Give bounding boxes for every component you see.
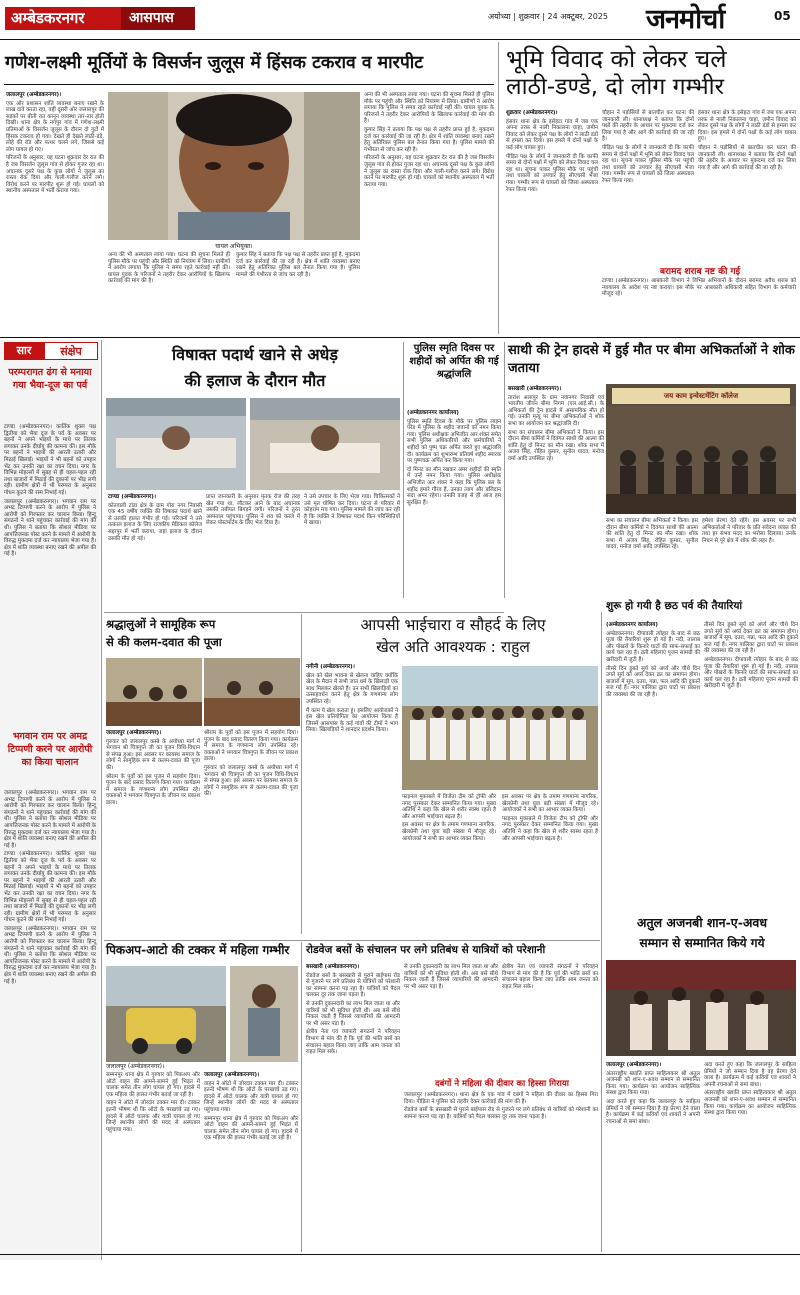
pickup-col2b: सम्मनपुर थाना क्षेत्र में गुरुवार को पिकअप और ऑटो वाहन की आमने-सामने हुई भिड़ंत में चालक समेत तीन लोग घायल हो गए। हादसे में एक महिला की हालत गंभीर बताई जा रही है। bbox=[204, 1115, 298, 1142]
train-photo bbox=[606, 384, 796, 514]
date-line: अयोध्या | शुक्रवार | 24 अक्टूबर, 2025 bbox=[488, 12, 608, 21]
unity-headline-1: आपसी भाईचारा व सौहर्द के लिए bbox=[360, 616, 546, 634]
train-col1: तारांश अलापुर के ग्राम नवानगर निवासी एवं भारतीय जीवन बीमा निगम (एल.आई.सी.) के अभिकर्ता की ट्रेन हादसे में असामयिक मौत हो गई। उनकी मृत्यु पर बीमा अभिकर्ताओं ने शोक सभा का आयोजन कर श्रद्धांजलि दी। bbox=[508, 394, 604, 427]
train-story bbox=[506, 342, 798, 610]
lead-col4b: कुमार सिंह ने बताया कि पक्ष पक्ष से तहरीर प्राप्त हुई है, मुकदमा दर्ज कर कार्रवाई की जा रही है। क्षेत्र में शांति व्यवस्था बनाए रखने हेतु अतिरिक्त पुलिस बल तैनात किया गया है। पुलिस मामले की गंभीरता से जांच कर रही है। bbox=[364, 126, 494, 153]
chhath-col2: तीसरे दिन डूबते सूर्य को अर्घ्य और चौथे दिन उगते सूर्य को अर्घ्य देकर व्रत का समापन होगा। बाजारों में सूप, दउरा, गन्ना, फल आदि की दुकानें सज गई हैं। नगर पालिका द्वारा घाटों पर प्रकाश की व्यवस्था की जा रही है। bbox=[704, 622, 798, 655]
unity-col3: फाइनल मुकाबले में विजेता टीम को ट्रॉफी और नगद पुरस्कार देकर सम्मानित किया गया। मुख्य अतिथि ने कहा कि खेल से शरीर स्वस्थ रहता है और आपसी भाईचारा बढ़ता है। bbox=[402, 794, 496, 820]
lead-dateline: जलालपुर (अम्बेडकरनगर)। bbox=[6, 92, 62, 98]
unity-photo bbox=[402, 666, 598, 790]
sidebar-item2-head: भगवान राम पर अमद्र टिप्पणी करने पर आरोपी का किया चालान bbox=[7, 731, 93, 768]
poison-story bbox=[104, 342, 402, 610]
honor-headline-2: सम्मान से सम्मानित किये गये bbox=[639, 936, 765, 950]
poison-photo-2 bbox=[250, 398, 400, 490]
land-dateline: शुक्रवार (अम्बेडकरनगर)। bbox=[506, 110, 558, 116]
honor-col1b: अदा करते हुए कहा कि जलालपुर के साहित्य प्रेमियों ने जो सम्मान दिया है वह प्रेरणा देने वाला है। कार्यक्रम में कई कवियों एवं शायरों ने अपनी रचनाओं से समां बांधा। bbox=[606, 1098, 700, 1125]
section-tag-left: अम्बेडकरनगर bbox=[5, 7, 121, 30]
poison-col1: कोतवाली टांडा क्षेत्र के ग्राम गोरा नगर निवासी एक 45 वर्षीय व्यक्ति की विषाक्त पदार्थ खाने से उसकी हालत गंभीर हो गई। परिजनों ने उसे तत्काल इलाज के लिए राजकीय मेडिकल कॉलेज सद्दरपुर में भर्ती कराया, जहां इलाज के दौरान उसकी मौत हो गई। bbox=[108, 502, 202, 542]
chhath-headline: शुरू हो गयी है छठ पर्व की तैयारियां bbox=[606, 600, 743, 612]
pickup-photo-2 bbox=[230, 966, 298, 1062]
sidebar-item2-body3: जलालपुर (अम्बेडकरनगर)। भगवान राम पर अभद्र टिप्पणी करने के आरोप में पुलिस ने आरोपी को गिरफ्तार कर चालान किया। हिन्दू संगठनों ने थाने पहुंचकर कार्रवाई की मांग की थी। पुलिस ने बताया कि सोशल मीडिया पर आपत्तिजनक पोस्ट करने के मामले में आरोपी के विरुद्ध मुकदमा दर्ज कर न्यायालय भेजा गया है। क्षेत्र में शांति व्यवस्था बनाए रखने की अपील की गई है। bbox=[4, 925, 96, 985]
pickup-photo-caption: जलालपुर (अम्बेडकरनगर)। bbox=[106, 1063, 165, 1070]
land-headline-2: लाठी-डण्डे, दो लोग गम्भीर bbox=[506, 74, 725, 100]
land-col2: पीड़ित पक्ष के लोगों ने जानकारी दी कि काफी समय से दोनों पक्षों में भूमि को लेकर विवाद चल रहा था। सूचना पाकर पुलिस मौके पर पहुंची तथा घायलों को उपचार हेतु सीएचसी भेजा गया। गम्भीर रूप से घायलों को जिला अस्पताल रेफर किया गया। bbox=[506, 153, 598, 193]
roadways-subtext-b: रोडवेज बसों के बसखारी से पुराने बाईपास रोड से गुजरने पर लगे प्रतिबंध से यात्रियों को परेशानी का सामना करना पड़ रहा है। यात्रियों को पैदल चलकर दूर तक जाना पड़ता है। bbox=[404, 1107, 598, 1120]
poison-dateline: टाण्डा (अम्बेडकरनगर)। bbox=[108, 494, 156, 500]
unity-col1: खेल को खेल भावना से खेलना चाहिए क्योंकि खेल के मैदान में सभी जात धर्म के खिलाड़ी एक साथ मिलकर खेलते हैं। उन सभी खिलाड़ियों का उत्साहवर्धन करने हेतु क्षेत्र के गणमान्य लोग उपस्थित रहे। bbox=[306, 672, 398, 705]
footer-strip bbox=[0, 1260, 800, 1295]
unity-col4b: फाइनल मुकाबले में विजेता टीम को ट्रॉफी और नगद पुरस्कार देकर सम्मानित किया गया। मुख्य अतिथि ने कहा कि खेल से शरीर स्वस्थ रहता है और आपसी भाईचारा बढ़ता है। bbox=[502, 815, 598, 842]
land-subtext: टाण्डा (अम्बेडकरनगर)। आबकारी विभाग ने विभिन्न अभियानों के दौरान बरामद अवैध शराब को न्यायालय के आदेश पर नष्ट कराया। इस मौके पर आबकारी अधिकारी सहित विभाग के कर्मचारी मौजूद रहे। bbox=[602, 278, 796, 298]
land-col1: हंसवर थाना क्षेत्र के इसेहटा गांव में जब एक अपना तरफ़ से नाली निकालना चाहा, ज़मीन विवाद को लेकर दूसरे पक्ष के लोगों ने लाठी डंडों से हमला कर दिया। इस हमले में दोनों पक्षों के कई लोग घायल हुए। bbox=[506, 118, 598, 151]
roadways-col3: क्षेत्रीय नेता एवं व्यापारी संगठनों ने परिवहन विभाग से मांग की है कि पूर्व की भांति बसों का संचालन बहाल किया जाए ताकि आम जनता को राहत मिल सके। bbox=[502, 964, 598, 990]
lead-col3b: कुमार सिंह ने बताया कि पक्ष पक्ष से तहरीर प्राप्त हुई है, मुकदमा दर्ज कर कार्रवाई की जा रही है। क्षेत्र में शांति व्यवस्था बनाए रखने हेतु अतिरिक्त पुलिस बल तैनात किया गया है। पुलिस मामले की गंभीरता से जांच कर रही है। bbox=[236, 252, 360, 278]
honor-story bbox=[604, 912, 798, 1252]
pickup-story bbox=[104, 942, 300, 1252]
lead-col4c: परिजनों के अनुसार, यह घटना शुक्रवार देर रात की है जब विसर्जन जुलूस गांव से होकर गुजर रहा था। अचानक दूसरे पक्ष के कुछ लोगों ने जुलूस का रास्ता रोक दिया और गाली-गलौज करने लगे। विरोध करने पर मारपीट शुरू हो गई। घायलों को स्थानीय अस्पताल में भर्ती कराया गया। bbox=[364, 155, 494, 188]
injured-man-photo bbox=[108, 92, 360, 240]
chhath-col1b: तीसरे दिन डूबते सूर्य को अर्घ्य और चौथे दिन उगते सूर्य को अर्घ्य देकर व्रत का समापन होगा। बाजारों में सूप, दउरा, गन्ना, फल आदि की दुकानें सज गई हैं। नगर पालिका द्वारा घाटों पर प्रकाश की व्यवस्था की जा रही है। bbox=[606, 665, 700, 698]
lead-col2: परिजनों के अनुसार, यह घटना शुक्रवार देर रात की है जब विसर्जन जुलूस गांव से होकर गुजर रहा था। अचानक दूसरे पक्ष के कुछ लोगों ने जुलूस का रास्ता रोक दिया और गाली-गलौज करने लगे। विरोध करने पर मारपीट शुरू हो गई। घायलों को स्थानीय अस्पताल में भर्ती कराया गया। bbox=[6, 155, 104, 195]
honor-col2b: अंतरराष्ट्रीय ख्याति प्राप्त साहित्यकार श्री अतुल अजनबी को शान-ए-अवध सम्मान से सम्मानित किया गया। कार्यक्रम का आयोजन साहित्यिक संस्था द्वारा किया गया। bbox=[704, 1090, 796, 1117]
police-headline: पुलिस स्मृति दिवस पर शहीदों को अर्पित की गई श्रद्धांजलि bbox=[409, 343, 499, 380]
sidebar-tag-right: संक्षेप bbox=[44, 342, 98, 360]
honor-photo bbox=[606, 960, 796, 1056]
pickup-col2: वाहन ने ऑटो में जोरदार टक्कर मार दी। टक्कर इतनी भीषण थी कि ऑटो के परखच्चे उड़ गए। हादसे में ऑटो चालक और यात्री घायल हो गए जिन्हें स्थानीय लोगों की मदद से अस्पताल पहुंचाया गया। bbox=[204, 1080, 298, 1113]
pickup-dateline: जलालपुर (अम्बेडकरनगर)। bbox=[204, 1072, 260, 1078]
pickup-photo-1 bbox=[106, 966, 226, 1062]
faith-dateline: जलालपुर (अम्बेडकरनगर)। bbox=[106, 730, 162, 736]
chhath-story bbox=[604, 598, 798, 848]
unity-col4: इस अवसर पर क्षेत्र के तमाम गणमान्य नागरिक, खेलप्रेमी तथा युवा बड़ी संख्या में मौजूद रहे। आयोजकों ने सभी का आभार व्यक्त किया। bbox=[502, 794, 598, 814]
poison-col2: प्राप्त जानकारी के अनुसार मृतक रोज की तरह खेत गया था, लौटकर आने के बाद अचानक उसकी तबीयत बिगड़ने लगी। परिजनों ने तुरंत अस्पताल पहुंचाया। पुलिस ने शव को कब्जे में लेकर पोस्टमार्टम के लिए भेज दिया है। bbox=[206, 494, 300, 527]
lead-col1: एक ओर प्रशासन शांति व्यवस्था बनाए रखने के लाख दावे करता रहा, वहीं दूसरी ओर जलालपुर की सड़कों पर बीती रात कानून व्यवस्था तार-तार होती दिखी। थाना क्षेत्र के नगपुर गांव में गणेश-लक्ष्मी प्रतिमाओं के विसर्जन जुलूस के दौरान दो गुटों में हिंसक टकराव हो गया। देखते ही देखते लाठी-डंडे, लोहे की रॉड और पत्थर चलने लगे, जिससे कई लोग घायल हो गए। bbox=[6, 100, 105, 153]
brand-logo: जनमोर्चा bbox=[646, 4, 725, 35]
land-col4: हंसवर थाना क्षेत्र के इसेहटा गांव में जब एक अपना तरफ़ से नाली निकालना चाहा, ज़मीन विवाद को लेकर दूसरे पक्ष के लोगों ने लाठी डंडों से हमला कर दिया। इस हमले में दोनों पक्षों के कई लोग घायल हुए। bbox=[698, 110, 796, 143]
unity-col3b: इस अवसर पर क्षेत्र के तमाम गणमान्य नागरिक, खेलप्रेमी तथा युवा बड़ी संख्या में मौजूद रहे। आयोजकों ने सभी का आभार व्यक्त किया। bbox=[402, 822, 496, 842]
faith-headline-2: से की कलम-दवात की पूजा bbox=[106, 635, 222, 649]
poison-col3: ने उसे उपचार के लिए भेजा गया। चिकित्सकों ने उसे मृत घोषित कर दिया। घटना से परिवार में कोहराम मच गया। पुलिस मामले की जांच कर रही है कि व्यक्ति ने विषाक्त पदार्थ किन परिस्थितियों में खाया। bbox=[304, 494, 400, 527]
train-photo-banner: जय काम इन्वेस्टमेंटिंग कॉलेज bbox=[612, 388, 790, 404]
sidebar-item1-head: परम्परागत ढंग से मनाया गया भैया-दूज का पर्व bbox=[8, 367, 92, 391]
sidebar-item1-body2: जलालपुर (अम्बेडकरनगर)। भगवान राम पर अभद्र टिप्पणी करने के आरोप में पुलिस ने आरोपी को गिरफ्तार कर चालान किया। हिन्दू संगठनों ने थाने पहुंचकर कार्रवाई की मांग की थी। पुलिस ने बताया कि सोशल मीडिया पर आपत्तिजनक पोस्ट करने के मामले में आरोपी के विरुद्ध मुकदमा दर्ज कर न्यायालय भेजा गया है। क्षेत्र में शांति व्यवस्था बनाए रखने की अपील की गई है। bbox=[4, 498, 96, 558]
pickup-col1b: वाहन ने ऑटो में जोरदार टक्कर मार दी। टक्कर इतनी भीषण थी कि ऑटो के परखच्चे उड़ गए। हादसे में ऑटो चालक और यात्री घायल हो गए जिन्हें स्थानीय लोगों की मदद से अस्पताल पहुंचाया गया। bbox=[106, 1100, 200, 1133]
roadways-story bbox=[304, 942, 600, 1252]
train-col2: सभा का संचालन बीमा अभिकर्ता ने किया। इस दौरान बीमा कर्मियों ने दिवंगत साथी की आत्मा की शांति हेतु दो मिनट का मौन रखा। शोक सभा में अजय सिंह, रोहित कुमार, सुनील यादव, मनोज वर्मा आदि उपस्थित रहे। bbox=[606, 518, 698, 551]
unity-col2: मैं काम ये खेल कराता हूं। इसलिए आयोजकों ने इस खेल प्रतियोगिता का आयोजन किया है जिसमें आसपास के कई गांवों की टीमों ने भाग लिया। खिलाड़ियों ने शानदार प्रदर्शन किया। bbox=[306, 707, 398, 734]
lead-headline: गणेश-लक्ष्मी मूर्तियों के विसर्जन जुलूस में हिंसक टकराव व मारपीट bbox=[5, 53, 424, 73]
masthead bbox=[0, 0, 800, 40]
page-number: 05 bbox=[774, 9, 791, 23]
roadways-headline: रोडवेज बसों के संचालन पर लगे प्रतिबंध से यात्रियों को परेशानी bbox=[306, 944, 546, 956]
faith-col2b: गुरुवार को जलालपुर कस्बे के अयोध्या मार्ग में भगवान श्री चित्रगुप्त जी का पूजन विधि-विधान से संपन्न हुआ। इस अवसर पर कायस्थ समाज के लोगों ने सामूहिक रूप से कलम-दवात की पूजा की। bbox=[204, 764, 298, 798]
sidebar-item2-body2: टाण्डा (अम्बेडकरनगर)। कार्तिक शुक्ल पक्ष द्वितीया को भैया दूज के पर्व के अवसर पर बहनों ने अपने भाइयों के माथे पर तिलक लगाकर उनके दीर्घायु की कामना की। इस मौके पर बहनों ने भाइयों की आरती उतारी और मिठाई खिलाई। भाइयों ने भी बहनों को उपहार भेंट कर उनकी रक्षा का वचन दिया। नगर के विभिन्न मोहल्लों में सुबह से ही चहल-पहल रही तथा बाजारों में मिठाई की दुकानों पर भीड़ लगी रही। ग्रामीण क्षेत्रों में भी परम्परा के अनुसार गोधन कूटने की रस्म निभाई गई। bbox=[4, 851, 96, 924]
poison-headline-1: विषाक्त पदार्थ खाने से अधेड़ bbox=[172, 345, 338, 364]
unity-headline-2: खेल अति आवश्यक : राहुल bbox=[376, 638, 530, 656]
police-body2: दो मिनट का मौन रखकर अमर शहीदों की स्मृति में उन्हें नमन किया गया। पुलिस अधीक्षक अभिजीत आर शंकर ने कहा कि पुलिस बल के शहीद हमारे गौरव हैं, उनका त्याग और बलिदान सदा अमर रहेगा। उनकी वजह से ही आज हम सुरक्षित हैं। bbox=[407, 466, 501, 506]
land-story bbox=[502, 42, 798, 336]
land-col4b: चौहान ने पड़ोसियों से बातचीत कर घटना की जानकारी ली। थानाध्यक्ष ने बताया कि दोनों पक्षों की तहरीर के आधार पर मुकदमा दर्ज कर लिया गया है और आगे की कार्रवाई की जा रही है। bbox=[698, 144, 796, 171]
lead-col3: अन्य की भी अस्पताल लाया गया। घटना की सूचना मिलते ही पुलिस मौके पर पहुंची और स्थिति को नियंत्रण में लिया। ग्रामीणों ने आरोप लगाया कि पुलिस ने समय रहते कार्रवाई नहीं की। घायल युवक के परिजनों ने तहरीर देकर आरोपियों के खिलाफ कार्रवाई की मांग की है। bbox=[108, 252, 230, 285]
sidebar-item2-body: जलालपुर (अम्बेडकरनगर)। भगवान राम पर अभद्र टिप्पणी करने के आरोप में पुलिस ने आरोपी को गिरफ्तार कर चालान किया। हिन्दू संगठनों ने थाने पहुंचकर कार्रवाई की मांग की थी। पुलिस ने बताया कि सोशल मीडिया पर आपत्तिजनक पोस्ट करने के मामले में आरोपी के विरुद्ध मुकदमा दर्ज कर न्यायालय भेजा गया है। क्षेत्र में शांति व्यवस्था बनाए रखने की अपील की गई है। bbox=[4, 790, 96, 849]
poison-headline-2: की इलाज के दौरान मौत bbox=[184, 371, 326, 390]
police-body1: पुलिस स्मृति दिवस के मौके पर पुलिस लाइन परेड में पुलिस के शहीद जवानों को नमन किया गया। पुलिस अधीक्षक अभिजीत आर शंकर समेत सभी पुलिस अधिकारियों और कर्मचारियों ने शहीदों को पुष्प चक्र अर्पित करते हुए श्रद्धांजलि दी। कार्यक्रम का शुभारम्भ प्रतिवर्ष शहीद स्मारक पर पुष्पचक्र अर्पित कर किया गया। bbox=[407, 418, 501, 465]
poison-photo-1 bbox=[106, 398, 246, 490]
unity-story bbox=[304, 614, 600, 938]
section-tag-right: आसपास bbox=[121, 7, 195, 30]
lead-col4: अन्य की भी अस्पताल लाया गया। घटना की सूचना मिलते ही पुलिस मौके पर पहुंची और स्थिति को नियंत्रण में लिया। ग्रामीणों ने आरोप लगाया कि पुलिस ने समय रहते कार्रवाई नहीं की। घायल युवक के परिजनों ने तहरीर देकर आरोपियों के खिलाफ कार्रवाई की मांग की है। bbox=[364, 92, 494, 125]
land-col3b: पीड़ित पक्ष के लोगों ने जानकारी दी कि काफी समय से दोनों पक्षों में भूमि को लेकर विवाद चल रहा था। सूचना पाकर पुलिस मौके पर पहुंची तथा घायलों को उपचार हेतु सीएचसी भेजा गया। गम्भीर रूप से घायलों को जिला अस्पताल रेफर किया गया। bbox=[602, 144, 694, 184]
roadways-col2: से उनकी दुकानदारी का लाभ मिल जाता था और यात्रियों को भी सुविधा होती थी। अब बसें सीधे निकल जाती हैं जिससे व्यापारियों की आमदनी पर भी असर पड़ा है। bbox=[404, 964, 498, 990]
unity-dateline: नगीनी (अम्बेडकरनगर)। bbox=[306, 664, 355, 670]
faith-col2: श्रीराम के पूर्वों को इस पूजन में सहयोग दिया। पूजन के बाद प्रसाद वितरण किया गया। कार्यक्रम में समाज के गणमान्य लोग उपस्थित रहे। वक्ताओं ने भगवान चित्रगुप्त के जीवन पर प्रकाश डाला। bbox=[204, 730, 298, 763]
roadways-subhead: दबंगों ने महिला की दीवार का हिस्सा गिराया bbox=[435, 1079, 569, 1089]
faith-photo-1 bbox=[106, 658, 202, 726]
lead-photo bbox=[108, 92, 360, 240]
honor-headline-1: अतुल अजनबी शान-ए-अवध bbox=[636, 915, 768, 930]
sidebar bbox=[0, 340, 100, 1292]
land-subhead: बरामद शराब नष्ट की गई bbox=[659, 267, 741, 277]
sidebar-item1-body: टाण्डा (अम्बेडकरनगर)। कार्तिक शुक्ल पक्ष द्वितीया को भैया दूज के पर्व के अवसर पर बहनों ने अपने भाइयों के माथे पर तिलक लगाकर उनके दीर्घायु की कामना की। इस मौके पर बहनों ने भाइयों की आरती उतारी और मिठाई खिलाई। भाइयों ने भी बहनों को उपहार भेंट कर उनकी रक्षा का वचन दिया। नगर के विभिन्न मोहल्लों में सुबह से ही चहल-पहल रही तथा बाजारों में मिठाई की दुकानों पर भीड़ लगी रही। ग्रामीण क्षेत्रों में भी परम्परा के अनुसार गोधन कूटने की रस्म निभाई गई। bbox=[4, 424, 96, 496]
train-col1b: सभा का संचालन बीमा अभिकर्ता ने किया। इस दौरान बीमा कर्मियों ने दिवंगत साथी की आत्मा की शांति हेतु दो मिनट का मौन रखा। शोक सभा में अजय सिंह, रोहित कुमार, सुनील यादव, मनोज वर्मा आदि उपस्थित रहे। bbox=[508, 429, 604, 462]
pickup-col1: सम्मनपुर थाना क्षेत्र में गुरुवार को पिकअप और ऑटो वाहन की आमने-सामने हुई भिड़ंत में चालक समेत तीन लोग घायल हो गए। हादसे में एक महिला की हालत गंभीर बताई जा रही है। bbox=[106, 1072, 200, 1098]
train-dateline: बसखारी (अम्बेडकरनगर)। bbox=[508, 386, 562, 392]
lead-story bbox=[0, 42, 497, 336]
sidebar-tag-left: सार bbox=[4, 342, 44, 360]
roadways-subtext: जलालपुर (अम्बेडकरनगर)। थाना क्षेत्र के एक गांव में दबंगों ने महिला की दीवार का हिस्सा गिरा दिया। पीड़िता ने पुलिस को तहरीर देकर कार्रवाई की मांग की है। bbox=[404, 1092, 598, 1105]
honor-col2: अदा करते हुए कहा कि जलालपुर के साहित्य प्रेमियों ने जो सम्मान दिया है वह प्रेरणा देने वाला है। कार्यक्रम में कई कवियों एवं शायरों ने अपनी रचनाओं से समां बांधा। bbox=[704, 1062, 796, 1088]
faith-col1b: श्रीराम के पूर्वों को इस पूजन में सहयोग दिया। पूजन के बाद प्रसाद वितरण किया गया। कार्यक्रम में समाज के गणमान्य लोग उपस्थित रहे। वक्ताओं ने भगवान चित्रगुप्त के जीवन पर प्रकाश डाला। bbox=[106, 773, 200, 806]
honor-col1: अंतरराष्ट्रीय ख्याति प्राप्त साहित्यकार श्री अतुल अजनबी को शान-ए-अवध सम्मान से सम्मानित किया गया। कार्यक्रम का आयोजन साहित्यिक संस्था द्वारा किया गया। bbox=[606, 1070, 700, 1097]
faith-col1: गुरुवार को जलालपुर कस्बे के अयोध्या मार्ग में भगवान श्री चित्रगुप्त जी का पूजन विधि-विधान से संपन्न हुआ। इस अवसर पर कायस्थ समाज के लोगों ने सामूहिक रूप से कलम-दवात की पूजा की। bbox=[106, 738, 200, 771]
chhath-dateline: (अम्बेडकरनगर कार्यालय) bbox=[606, 622, 658, 628]
police-dateline: (अम्बेडकरनगर कार्यालय) bbox=[407, 410, 459, 416]
faith-photo-2 bbox=[204, 658, 300, 726]
lead-photo-caption: घायल अभियुक्त। bbox=[215, 243, 253, 250]
land-headline-1: भूमि विवाद को लेकर चले bbox=[506, 45, 727, 73]
train-col3: हमेशा प्रेरणा देते रहेंगे। इस अवसर पर सभी अभिकर्ताओं ने परिवार के प्रति संवेदना व्यक्त की तथा हर संभव मदद का भरोसा दिलाया। उनके निधन से पूरे क्षेत्र में शोक की लहर है। bbox=[702, 518, 796, 544]
roadways-col1c: क्षेत्रीय नेता एवं व्यापारी संगठनों ने परिवहन विभाग से मांग की है कि पूर्व की भांति बसों का संचालन बहाल किया जाए ताकि आम जनता को राहत मिल सके। bbox=[306, 1029, 400, 1056]
roadways-col1: रोडवेज बसों के बसखारी से पुराने बाईपास रोड से गुजरने पर लगे प्रतिबंध से यात्रियों को परेशानी का सामना करना पड़ रहा है। यात्रियों को पैदल चलकर दूर तक जाना पड़ता है। bbox=[306, 972, 400, 999]
chhath-col2b: अम्बेडकरनगर। दीपावली त्योहार के बाद से छठ पूजा की तैयारियां शुरू हो गई हैं। नदी, तालाब और पोखरों के किनारे घाटों की साफ-सफाई का कार्य चल रहा है। व्रती महिलाएं पूजन सामग्री की खरीदारी में जुटी हैं। bbox=[704, 656, 798, 690]
roadways-dateline: बसखारी (अम्बेडकरनगर)। bbox=[306, 964, 360, 970]
faith-story bbox=[104, 614, 300, 938]
police-story bbox=[405, 342, 503, 608]
roadways-col1b: से उनकी दुकानदारी का लाभ मिल जाता था और यात्रियों को भी सुविधा होती थी। अब बसें सीधे निकल जाती हैं जिससे व्यापारियों की आमदनी पर भी असर पड़ा है। bbox=[306, 1000, 400, 1027]
faith-headline-1: श्रद्धालुओं ने सामूहिक रूप bbox=[106, 617, 216, 631]
pickup-headline: पिकअप-आटो की टक्कर में महिला गम्भीर bbox=[106, 943, 290, 957]
chhath-col1: अम्बेडकरनगर। दीपावली त्योहार के बाद से छठ पूजा की तैयारियां शुरू हो गई हैं। नदी, तालाब और पोखरों के किनारे घाटों की साफ-सफाई का कार्य चल रहा है। व्रती महिलाएं पूजन सामग्री की खरीदारी में जुटी हैं। bbox=[606, 630, 700, 663]
honor-dateline: जलालपुर (अम्बेडकरनगर)। bbox=[606, 1062, 662, 1068]
train-headline: साथी की ट्रेन हादसे में हुई मौत पर बीमा अभिकर्ताओं ने शोक जताया bbox=[508, 343, 795, 376]
land-col3: चौहान ने पड़ोसियों से बातचीत कर घटना की जानकारी ली। थानाध्यक्ष ने बताया कि दोनों पक्षों की तहरीर के आधार पर मुकदमा दर्ज कर लिया गया है और आगे की कार्रवाई की जा रही है। bbox=[602, 110, 694, 143]
